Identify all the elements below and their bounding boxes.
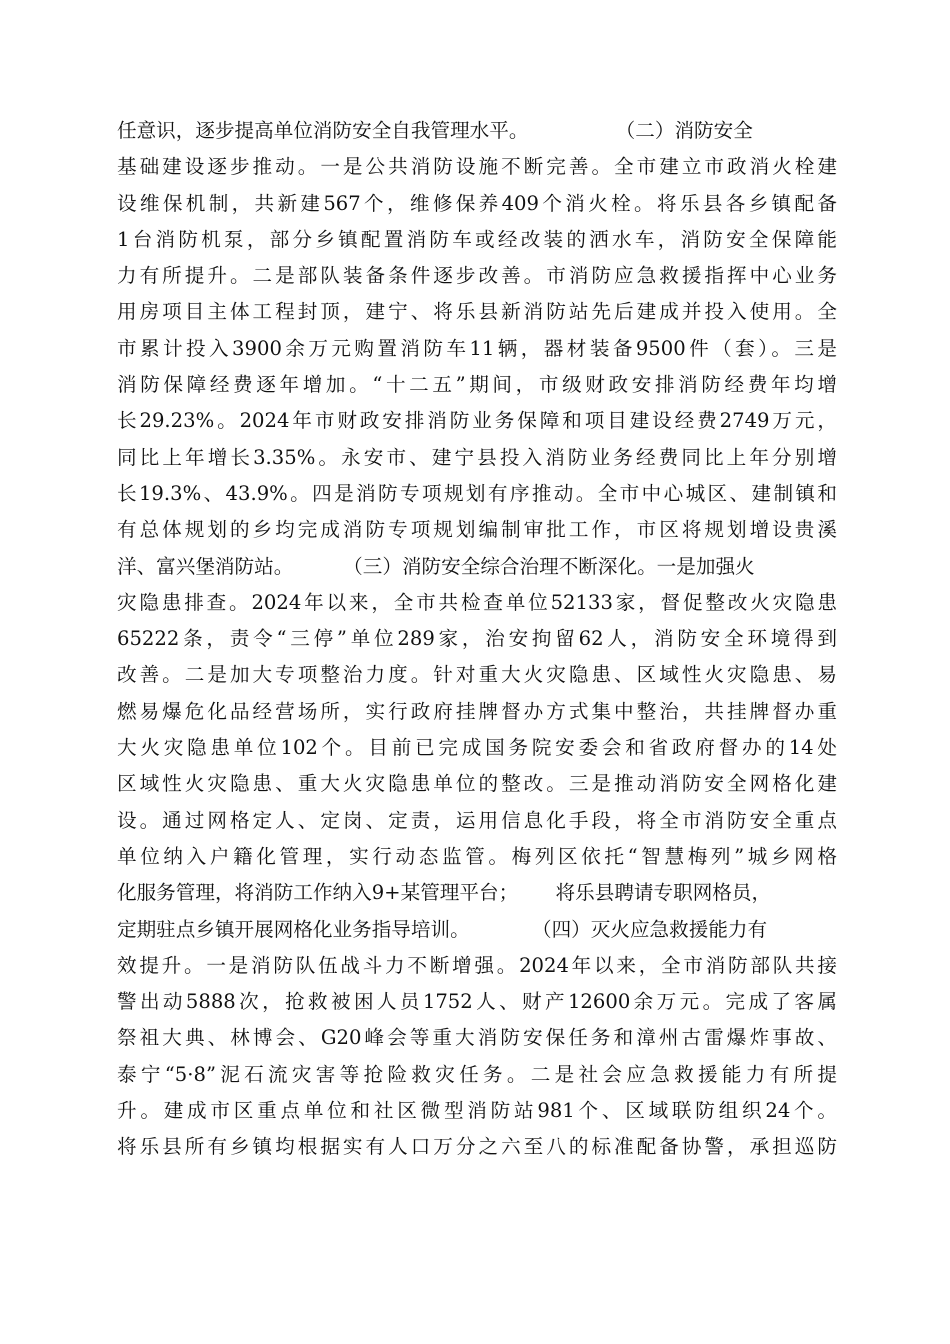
text-line: 力有所提升。二是部队装备条件逐步改善。市消防应急救援指挥中心业务 bbox=[117, 264, 837, 288]
text-line: 用房项目主体工程封顶，建宁、将乐县新消防站先后建成并投入使用。全 bbox=[117, 300, 837, 324]
text-line: 任意识，逐步提高单位消防安全自我管理水平。 （二）消防安全 bbox=[117, 119, 753, 142]
text-line: 消防保障经费逐年增加。“十二五”期间，市级财政安排消防经费年均增 bbox=[117, 373, 837, 397]
text-line: 灾隐患排查。2024年以来，全市共检查单位52133家，督促整改火灾隐患 bbox=[117, 590, 837, 614]
text-line: 市累计投入3900余万元购置消防车11辆，器材装备9500件（套）。三是 bbox=[117, 336, 837, 360]
text-line: 效提升。一是消防队伍战斗力不断增强。2024年以来，全市消防部队共接 bbox=[117, 953, 837, 977]
text-line: 65222条，责令“三停”单位289家，治安拘留62人，消防安全环境得到 bbox=[117, 627, 837, 651]
text-line: 同比上年增长3.35%。永安市、建宁县投入消防业务经费同比上年分别增 bbox=[117, 445, 837, 469]
text-line: 设维保机制，共新建567个，维修保养409个消火栓。将乐县各乡镇配备 bbox=[117, 191, 837, 215]
text-line: 有总体规划的乡均完成消防专项规划编制审批工作，市区将规划增设贵溪 bbox=[117, 518, 837, 542]
body-text bbox=[117, 113, 837, 1166]
text-line: 祭祖大典、林博会、G20峰会等重大消防安保任务和漳州古雷爆炸事故、 bbox=[117, 1026, 837, 1050]
text-line: 大火灾隐患单位102个。目前已完成国务院安委会和省政府督办的14处 bbox=[117, 736, 837, 760]
text-line: 将乐县所有乡镇均根据实有人口万分之六至八的标准配备协警，承担巡防 bbox=[117, 1135, 837, 1159]
text-line: 单位纳入户籍化管理，实行动态监管。梅列区依托“智慧梅列”城乡网格 bbox=[117, 844, 837, 868]
text-line: 设。通过网格定人、定岗、定责，运用信息化手段，将全市消防安全重点 bbox=[117, 808, 837, 832]
text-line: 长19.3%、43.9%。四是消防专项规划有序推动。全市中心城区、建制镇和 bbox=[117, 481, 837, 505]
text-line: 化服务管理，将消防工作纳入9+某管理平台； 将乐县聘请专职网格员， bbox=[117, 881, 772, 905]
text-line: 定期驻点乡镇开展网格化业务指导培训。 （四）灭火应急救援能力有 bbox=[117, 917, 768, 941]
text-line: 1台消防机泵，部分乡镇配置消防车或经改装的洒水车，消防安全保障能 bbox=[117, 227, 837, 251]
text-line: 泰宁“5·8”泥石流灾害等抢险救灾任务。二是社会应急救援能力有所提 bbox=[117, 1062, 837, 1086]
text-line: 升。建成市区重点单位和社区微型消防站981个、区域联防组织24个。 bbox=[117, 1099, 837, 1123]
text-line: 基础建设逐步推动。一是公共消防设施不断完善。全市建立市政消火栓建 bbox=[117, 155, 837, 179]
text-line: 长29.23%。2024年市财政安排消防业务保障和项目建设经费2749万元， bbox=[117, 409, 837, 433]
text-line: 洋、富兴堡消防站。 （三）消防安全综合治理不断深化。一是加强火 bbox=[117, 554, 755, 578]
text-line: 燃易爆危化品经营场所，实行政府挂牌督办方式集中整治，共挂牌督办重 bbox=[117, 699, 837, 723]
text-line: 区域性火灾隐患、重大火灾隐患单位的整改。三是推动消防安全网格化建 bbox=[117, 772, 837, 796]
text-line: 改善。二是加大专项整治力度。针对重大火灾隐患、区域性火灾隐患、易 bbox=[117, 663, 837, 687]
text-line: 警出动5888次，抢救被困人员1752人、财产12600余万元。完成了客属 bbox=[117, 990, 837, 1014]
